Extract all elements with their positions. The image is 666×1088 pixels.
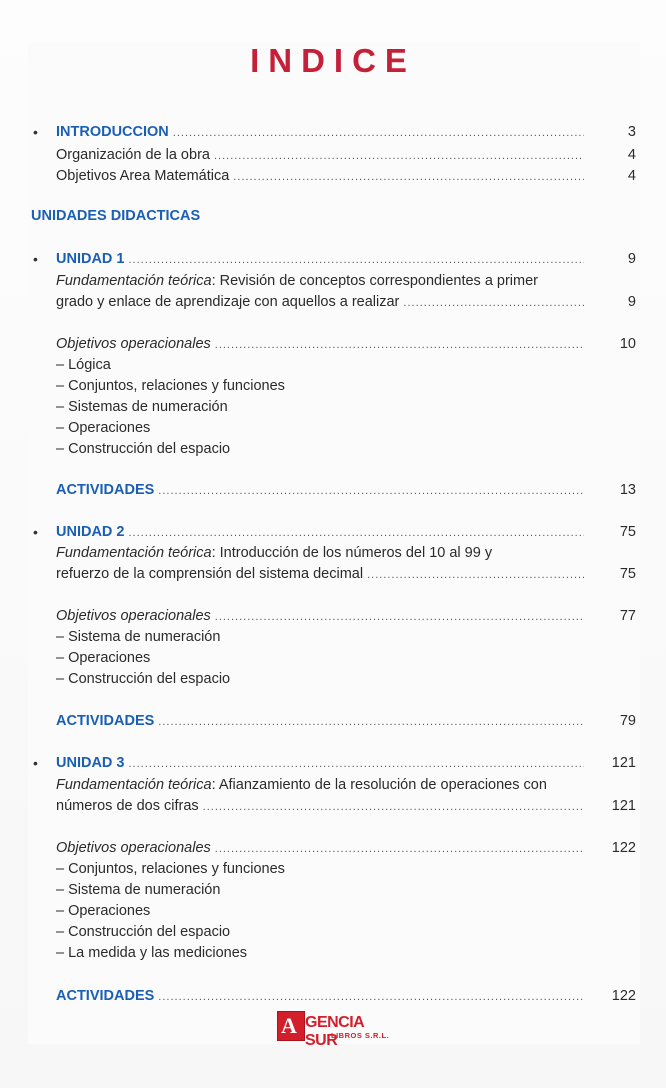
page-number: 9: [627, 294, 636, 310]
toc-entry-label: números de dos cifras: [56, 798, 199, 814]
toc-entry-label: ACTIVIDADES: [56, 713, 155, 729]
leader-dots: [215, 339, 584, 351]
page-title: INDICE: [250, 42, 416, 79]
toc-entry-organizacion[interactable]: [56, 147, 586, 163]
leader-dots: [233, 171, 584, 183]
topic-item: – Operaciones: [56, 420, 151, 436]
topic-item: – Conjuntos, relaciones y funciones: [56, 861, 285, 877]
bullet: •: [33, 251, 38, 267]
topic-item: – Sistemas de numeración: [56, 399, 228, 415]
toc-entry-label: grado y enlace de aprendizaje con aquellos a realizar: [56, 294, 400, 310]
page-number: 121: [611, 755, 636, 771]
topic-item: – La medida y las mediciones: [56, 945, 248, 961]
page-number: 4: [627, 168, 636, 184]
leader-dots: [214, 150, 584, 162]
toc-entry-label: refuerzo de la comprensión del sistema decimal: [56, 566, 364, 582]
page-number: 13: [619, 482, 636, 498]
leader-dots: [367, 569, 584, 581]
toc-entry-unidad-1[interactable]: [56, 251, 586, 267]
page-number: 4: [627, 147, 636, 163]
toc-entry-label: Organización de la obra: [56, 147, 210, 163]
toc-entry-label: UNIDAD 1: [56, 251, 125, 267]
toc-entry-label: ACTIVIDADES: [56, 988, 155, 1004]
page-number: 79: [619, 713, 636, 729]
fundamentacion-text: Fundamentación teórica: Afianzamiento de la resolución de operaciones con: [56, 777, 547, 793]
toc-entry-label: UNIDAD 2: [56, 524, 125, 540]
toc-entry-label: Objetivos Area Matemática: [56, 168, 230, 184]
leader-dots: [215, 843, 584, 855]
toc-entry-unidad-2[interactable]: [56, 524, 586, 540]
topic-item: – Construcción del espacio: [56, 671, 231, 687]
leader-dots: [173, 127, 584, 139]
leader-dots: [158, 485, 584, 497]
page-number: 10: [619, 336, 636, 352]
topic-item: – Sistema de numeración: [56, 882, 221, 898]
page-number: 75: [619, 566, 636, 582]
page-number: 121: [611, 798, 636, 814]
toc-entry-actividades-2[interactable]: [56, 713, 586, 729]
leader-dots: [403, 297, 584, 309]
leader-dots: [128, 254, 584, 266]
topic-item: – Operaciones: [56, 903, 151, 919]
page-number: 3: [627, 124, 636, 140]
topic-item: – Operaciones: [56, 650, 151, 666]
toc-entry-fundamentacion-2[interactable]: [56, 566, 586, 582]
leader-dots: [203, 801, 584, 813]
logo-name: GENCIA SUR: [305, 1014, 364, 1049]
topic-item: – Construcción del espacio: [56, 924, 231, 940]
leader-dots: [215, 611, 584, 623]
toc-entry-objetivos-area[interactable]: [56, 168, 586, 184]
bullet: •: [33, 124, 38, 140]
toc-entry-label: ACTIVIDADES: [56, 482, 155, 498]
toc-entry-fundamentacion-3[interactable]: [56, 798, 586, 814]
logo-subtitle: LIBROS S.R.L.: [331, 1031, 390, 1040]
toc-entry-label: Objetivos operacionales: [56, 840, 211, 856]
toc-entry-actividades-1[interactable]: [56, 482, 586, 498]
logo-letter: A: [281, 1013, 297, 1038]
bullet: •: [33, 755, 38, 771]
toc-entry-actividades-3[interactable]: [56, 988, 586, 1004]
toc-entry-fundamentacion-1[interactable]: [56, 294, 586, 310]
leader-dots: [158, 991, 584, 1003]
section-heading: UNIDADES DIDACTICAS: [31, 208, 201, 224]
topic-item: – Construcción del espacio: [56, 441, 231, 457]
toc-entry-label: INTRODUCCION: [56, 124, 169, 140]
fundamentacion-text: Fundamentación teórica: Introducción de los números del 10 al 99 y: [56, 545, 493, 561]
toc-entry-objetivos-2[interactable]: [56, 608, 586, 624]
toc-entry-objetivos-3[interactable]: [56, 840, 586, 856]
topic-item: – Lógica: [56, 357, 111, 373]
page-number: 75: [619, 524, 636, 540]
toc-entry-label: Objetivos operacionales: [56, 336, 211, 352]
leader-dots: [158, 716, 584, 728]
toc-entry-objetivos-1[interactable]: [56, 336, 586, 352]
toc-entry-label: UNIDAD 3: [56, 755, 125, 771]
fundamentacion-text: Fundamentación teórica: Revisión de conceptos correspondientes a primer: [56, 273, 538, 289]
page-number: 9: [627, 251, 636, 267]
bullet: •: [33, 524, 38, 540]
topic-item: – Conjuntos, relaciones y funciones: [56, 378, 285, 394]
agencia-sur-logo: [277, 1011, 393, 1049]
toc-entry-introduccion[interactable]: [56, 124, 586, 140]
page-number: 122: [611, 840, 636, 856]
page-number: 122: [611, 988, 636, 1004]
page-number: 77: [619, 608, 636, 624]
toc-entry-label: Objetivos operacionales: [56, 608, 211, 624]
leader-dots: [128, 758, 584, 770]
leader-dots: [128, 527, 584, 539]
toc-entry-unidad-3[interactable]: [56, 755, 586, 771]
topic-item: – Sistema de numeración: [56, 629, 221, 645]
